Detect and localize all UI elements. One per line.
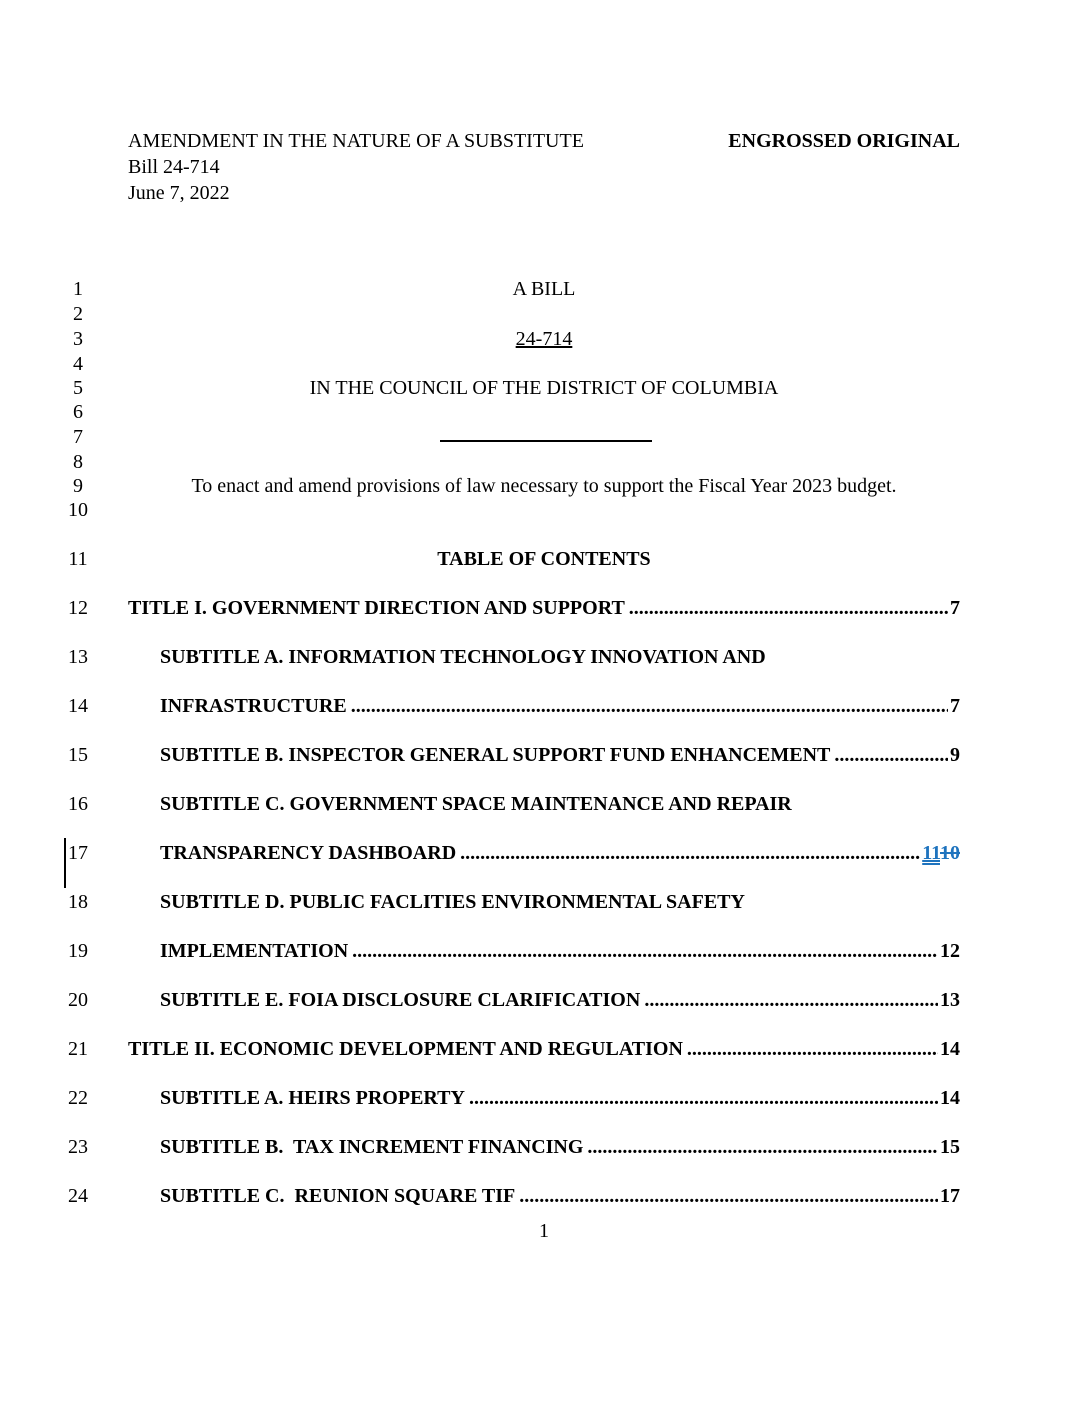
line-number: 7 [73,426,83,448]
line-number: 6 [73,401,83,423]
line-number: 16 [68,793,88,815]
toc-entry[interactable] [160,939,960,963]
toc-entry[interactable] [160,1086,960,1110]
toc-entry-page: 13 [940,989,960,1011]
line-number: 17 [68,842,88,864]
line-number: 4 [73,353,83,375]
toc-leader-dots [687,1037,938,1061]
inserted-page-number: 11 [922,842,940,864]
line-number: 20 [68,989,88,1011]
line-number: 15 [68,744,88,766]
council-line: IN THE COUNCIL OF THE DISTRICT OF COLUMBIA [309,377,779,399]
deleted-page-number: 10 [940,842,960,864]
toc-leader-dots [629,596,948,620]
toc-entry-title: SUBTITLE A. HEIRS PROPERTY [160,1087,465,1109]
toc-entry-title[interactable]: SUBTITLE C. GOVERNMENT SPACE MAINTENANCE AND REPAIR [160,793,792,815]
toc-leader-dots [460,841,920,865]
toc-entry-title: IMPLEMENTATION [160,940,349,962]
line-number: 19 [68,940,88,962]
toc-leader-dots [351,694,948,718]
line-number: 21 [68,1038,88,1060]
header-amendment-title: AMENDMENT IN THE NATURE OF A SUBSTITUTE [128,130,584,152]
toc-entry[interactable] [160,1135,960,1159]
line-number: 23 [68,1136,88,1158]
revision-change-bar [64,838,66,888]
toc-entry-page: 15 [940,1136,960,1158]
toc-entry[interactable] [160,1184,960,1208]
toc-entry-title: TRANSPARENCY DASHBOARD [160,842,457,864]
bill-number-line [128,327,960,351]
bill-heading: A BILL [512,278,576,300]
line-number: 24 [68,1185,88,1207]
line-number: 18 [68,891,88,913]
toc-entry[interactable] [128,1037,960,1061]
header-status: ENGROSSED ORIGINAL [728,130,960,152]
line-number: 8 [73,451,83,473]
toc-entry[interactable] [160,841,960,865]
bill-number: 24-714 [515,328,573,350]
toc-leader-dots [469,1086,938,1110]
toc-entry-title[interactable]: SUBTITLE D. PUBLIC FACLITIES ENVIRONMENTAL SAFETY [160,891,745,913]
toc-entry[interactable] [128,596,960,620]
toc-leader-dots [644,988,938,1012]
toc-entry-title: SUBTITLE B. INSPECTOR GENERAL SUPPORT FUND ENHANCEMENT [160,744,831,766]
header-bill-number: Bill 24-714 [128,156,220,178]
toc-entry-page: 7 [950,597,960,619]
line-number: 11 [68,548,88,570]
header-date: June 7, 2022 [128,182,230,204]
toc-entry[interactable] [160,988,960,1012]
toc-entry-page-revised [922,841,960,865]
toc-leader-dots [519,1184,938,1208]
toc-entry-title[interactable]: SUBTITLE A. INFORMATION TECHNOLOGY INNOVATION AND [160,646,766,668]
toc-heading: TABLE OF CONTENTS [437,548,651,570]
line-number: 10 [68,499,88,521]
toc-leader-dots [352,939,938,963]
line-number: 2 [73,303,83,325]
toc-entry-title: TITLE I. GOVERNMENT DIRECTION AND SUPPORT [128,597,625,619]
toc-entry-title: SUBTITLE B. TAX INCREMENT FINANCING [160,1136,584,1158]
toc-entry-page: 12 [940,940,960,962]
page-number: 1 [539,1220,549,1242]
toc-entry-title: SUBTITLE E. FOIA DISCLOSURE CLARIFICATION [160,989,641,1011]
line-number: 12 [68,597,88,619]
line-number: 13 [68,646,88,668]
toc-leader-dots [587,1135,938,1159]
toc-entry[interactable] [160,743,960,767]
toc-entry-page: 17 [940,1185,960,1207]
toc-entry-title: SUBTITLE C. REUNION SQUARE TIF [160,1185,516,1207]
toc-entry-page: 14 [940,1038,960,1060]
signature-rule [440,440,652,442]
line-number: 9 [73,475,83,497]
line-number: 14 [68,695,88,717]
line-number: 1 [73,278,83,300]
toc-entry-title: INFRASTRUCTURE [160,695,347,717]
toc-entry-title: TITLE II. ECONOMIC DEVELOPMENT AND REGULATION [128,1038,683,1060]
line-number: 5 [73,377,83,399]
line-number: 3 [73,328,83,350]
toc-entry[interactable] [160,694,960,718]
toc-entry-page: 9 [950,744,960,766]
toc-leader-dots [834,743,948,767]
toc-entry-page: 14 [940,1087,960,1109]
toc-entry-page: 7 [950,695,960,717]
line-number: 22 [68,1087,88,1109]
bill-purpose: To enact and amend provisions of law necessary to support the Fiscal Year 2023 budget. [191,475,897,497]
